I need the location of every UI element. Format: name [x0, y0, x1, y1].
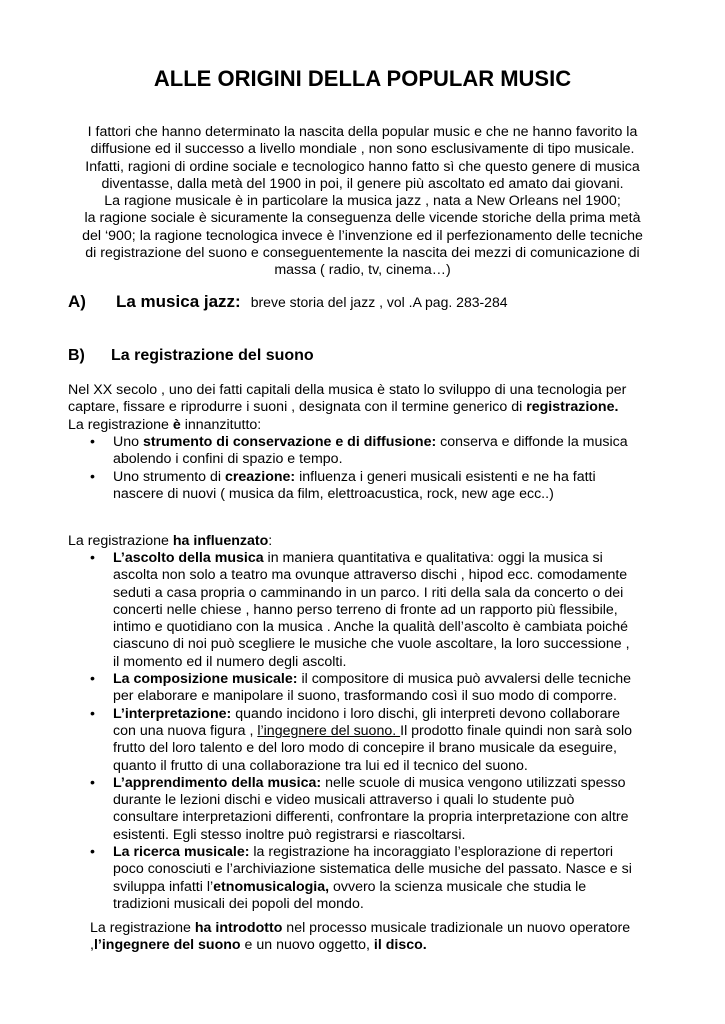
text-line: tradizioni musicali dei popoli del mondo. — [113, 895, 364, 912]
bullet-list-influences — [68, 550, 678, 913]
bold-term: La ricerca musicale: — [113, 844, 250, 861]
text-span: Uno — [113, 434, 143, 450]
bold-term: L’ascolto della musica — [113, 550, 264, 566]
text-line — [113, 775, 678, 792]
text-span: , — [90, 937, 94, 954]
bullet-list-definitions — [68, 434, 678, 503]
text-span: sviluppa infatti l’ — [113, 878, 214, 895]
text-line: per elaborare e manipolare il suono, trasformando così il suo modo di comporre. — [113, 688, 617, 705]
text-line: poco conosciuti e l’archiviazione sistematica delle musiche del passato. Nasce e si — [113, 861, 632, 878]
text-line — [68, 399, 668, 416]
bold-term: il disco. — [373, 937, 427, 954]
text-line — [90, 920, 690, 937]
text-line — [113, 469, 678, 486]
list-item — [68, 706, 678, 775]
text-line — [113, 434, 678, 451]
section-b-heading — [68, 347, 314, 365]
text-span: captare, fissare e riprodurre i suoni , designata con il termine generico di — [68, 399, 527, 416]
intro-paragraph — [60, 124, 665, 280]
text-line: durante le lezioni dischi e video musicali attraverso i quali lo studente può — [113, 792, 575, 809]
registration-intro-paragraph — [68, 382, 668, 434]
text-line — [90, 937, 690, 954]
text-line — [113, 879, 678, 896]
intro-line: I fattori che hanno determinato la nascita della popular music e che ne hanno favorito la — [87, 124, 638, 140]
text-span: in maniera quantitativa e qualitativa: oggi la musica si — [263, 550, 603, 566]
bullet-icon: • — [90, 468, 95, 485]
bold-term: L’interpretazione: — [113, 705, 232, 722]
bold-term: La composizione musicale: — [113, 671, 298, 688]
text-span: La registrazione — [68, 416, 173, 433]
bullet-icon: • — [90, 550, 95, 566]
text-line: ciascuno di noi può scegliere le musiche che vuole ascoltare, la loro successione , — [113, 636, 630, 653]
text-line: consultare interpretazioni differenti, confrontare la propria interpretazione con altre — [113, 809, 629, 826]
text-line: intimo e quotidiano con la musica . Anche la qualità dell’ascolto è cambiata poiché — [113, 619, 629, 636]
bold-term: registrazione. — [526, 399, 619, 416]
underlined-term: l’ingegnere del suono. — [257, 722, 401, 739]
section-a-heading — [68, 292, 508, 312]
list-item — [68, 469, 678, 504]
text-span: conserva e diffonde la musica — [436, 434, 628, 450]
text-span: : — [268, 533, 273, 549]
text-span: ovvero la scienza musicale che studia le — [329, 878, 587, 895]
bullet-icon: • — [90, 844, 95, 861]
list-item — [68, 434, 678, 469]
text-line: Nel XX secolo , uno dei fatti capitali della musica è stato lo sviluppo di una tecnologia per — [68, 382, 627, 398]
section-a-reference: breve storia del jazz , vol .A pag. 283-284 — [250, 294, 508, 310]
text-line: seduti a casa propria o camminando in un parco. I riti della sala da concerto o dei — [113, 584, 624, 601]
text-span: quando incidono i loro dischi, gli interpreti devono collaborare — [231, 705, 621, 722]
intro-line: diffusione ed il successo a livello mondiale , non sono esclusivamente di tipo musicale. — [90, 141, 635, 158]
text-span: la registrazione ha incoraggiato l’esplorazione di repertori — [249, 844, 613, 861]
text-line: frutto del loro talento e del loro modo di concepire il brano musicale da eseguire, — [113, 740, 617, 757]
text-line: quanto il frutto di una collaborazione tra lui ed il tecnico del suono. — [113, 757, 528, 774]
text-span: Il prodotto finale quindi non sarà solo — [400, 722, 633, 739]
intro-line: La ragione musicale è in particolare la musica jazz , nata a New Orleans nel 1900; — [104, 193, 621, 210]
text-line — [113, 550, 678, 567]
text-span: La registrazione — [68, 533, 173, 549]
bold-term: ha introdotto — [194, 920, 283, 936]
text-line: concerti nelle chiese , hanno perso terreno di fronte ad un rapporto più flessibile, — [113, 601, 618, 618]
text-span: Uno strumento di — [113, 468, 225, 485]
intro-line: di registrazione del suono e conseguentemente la nascita dei mezzi di comunicazione di — [85, 245, 640, 262]
text-line — [113, 723, 678, 740]
conclusion-paragraph — [90, 920, 690, 955]
list-item — [68, 844, 678, 913]
bold-term: L’apprendimento della musica: — [113, 774, 322, 791]
text-line: ascolta non solo a teatro ma ovunque attraverso dischi , hipod ecc. comodamente — [113, 567, 628, 584]
intro-line: massa ( radio, tv, cinema…) — [274, 262, 451, 279]
text-line: nascere di nuovi ( musica da film, elettroacustica, rock, new age ecc..) — [113, 485, 554, 502]
bullet-icon: • — [90, 434, 95, 450]
section-a-letter: A) — [68, 292, 86, 311]
bullet-icon: • — [90, 671, 95, 688]
list-item — [68, 550, 678, 671]
bullet-icon: • — [90, 705, 95, 722]
text-line: abolendo i confini di spazio e tempo. — [113, 451, 343, 468]
text-span: innanzitutto: — [180, 416, 262, 433]
text-span: nel processo musicale tradizionale un nuovo operatore — [282, 920, 631, 936]
text-line — [68, 417, 668, 434]
intro-line: del ‘900; la ragione tecnologica invece è l’invenzione ed il perfezionamento delle tecniche — [82, 227, 643, 244]
bold-term: ha influenzato — [172, 533, 269, 549]
text-span: il compositore di musica può avvalersi delle tecniche — [297, 671, 632, 688]
bold-term: l’ingegnere del suono — [93, 937, 241, 954]
list-item — [68, 671, 678, 706]
bold-term: strumento di conservazione e di diffusione: — [142, 434, 437, 450]
bold-term: è — [172, 416, 181, 433]
text-line — [113, 844, 678, 861]
text-span: La registrazione — [90, 920, 195, 936]
intro-line: Infatti, ragioni di ordine sociale e tecnologico hanno fatto sì che questo genere di musica — [85, 158, 640, 175]
intro-line: diventasse, dalla metà del 1900 in poi, il genere più ascoltato ed amato dai giovani. — [101, 175, 624, 192]
text-line — [68, 533, 668, 550]
text-span: influenza i generi musicali esistenti e ne ha fatti — [295, 468, 596, 485]
text-line — [113, 706, 678, 723]
bold-term: etnomusicalogia, — [213, 878, 330, 895]
text-line: il momento ed il numero degli ascolti. — [113, 653, 347, 670]
list-item — [68, 775, 678, 844]
bold-term: creazione: — [224, 468, 296, 485]
section-b-title: La registrazione del suono — [111, 347, 314, 364]
bullet-icon: • — [90, 774, 95, 791]
intro-line: la ragione sociale è sicuramente la conseguenza delle vicende storiche della prima metà — [84, 210, 641, 227]
influence-intro — [68, 533, 668, 550]
text-span: nelle scuole di musica vengono utilizzati spesso — [321, 774, 626, 791]
text-line — [113, 671, 678, 688]
section-a-title: La musica jazz: — [116, 292, 241, 311]
text-span: e un nuovo oggetto, — [240, 937, 374, 954]
text-span: con una nuova figura , — [113, 722, 258, 739]
section-b-letter: B) — [68, 347, 85, 364]
page-title: ALLE ORIGINI DELLA POPULAR MUSIC — [153, 66, 572, 91]
text-line: esistenti. Egli stesso inoltre può registrarsi e riascoltarsi. — [113, 826, 466, 843]
